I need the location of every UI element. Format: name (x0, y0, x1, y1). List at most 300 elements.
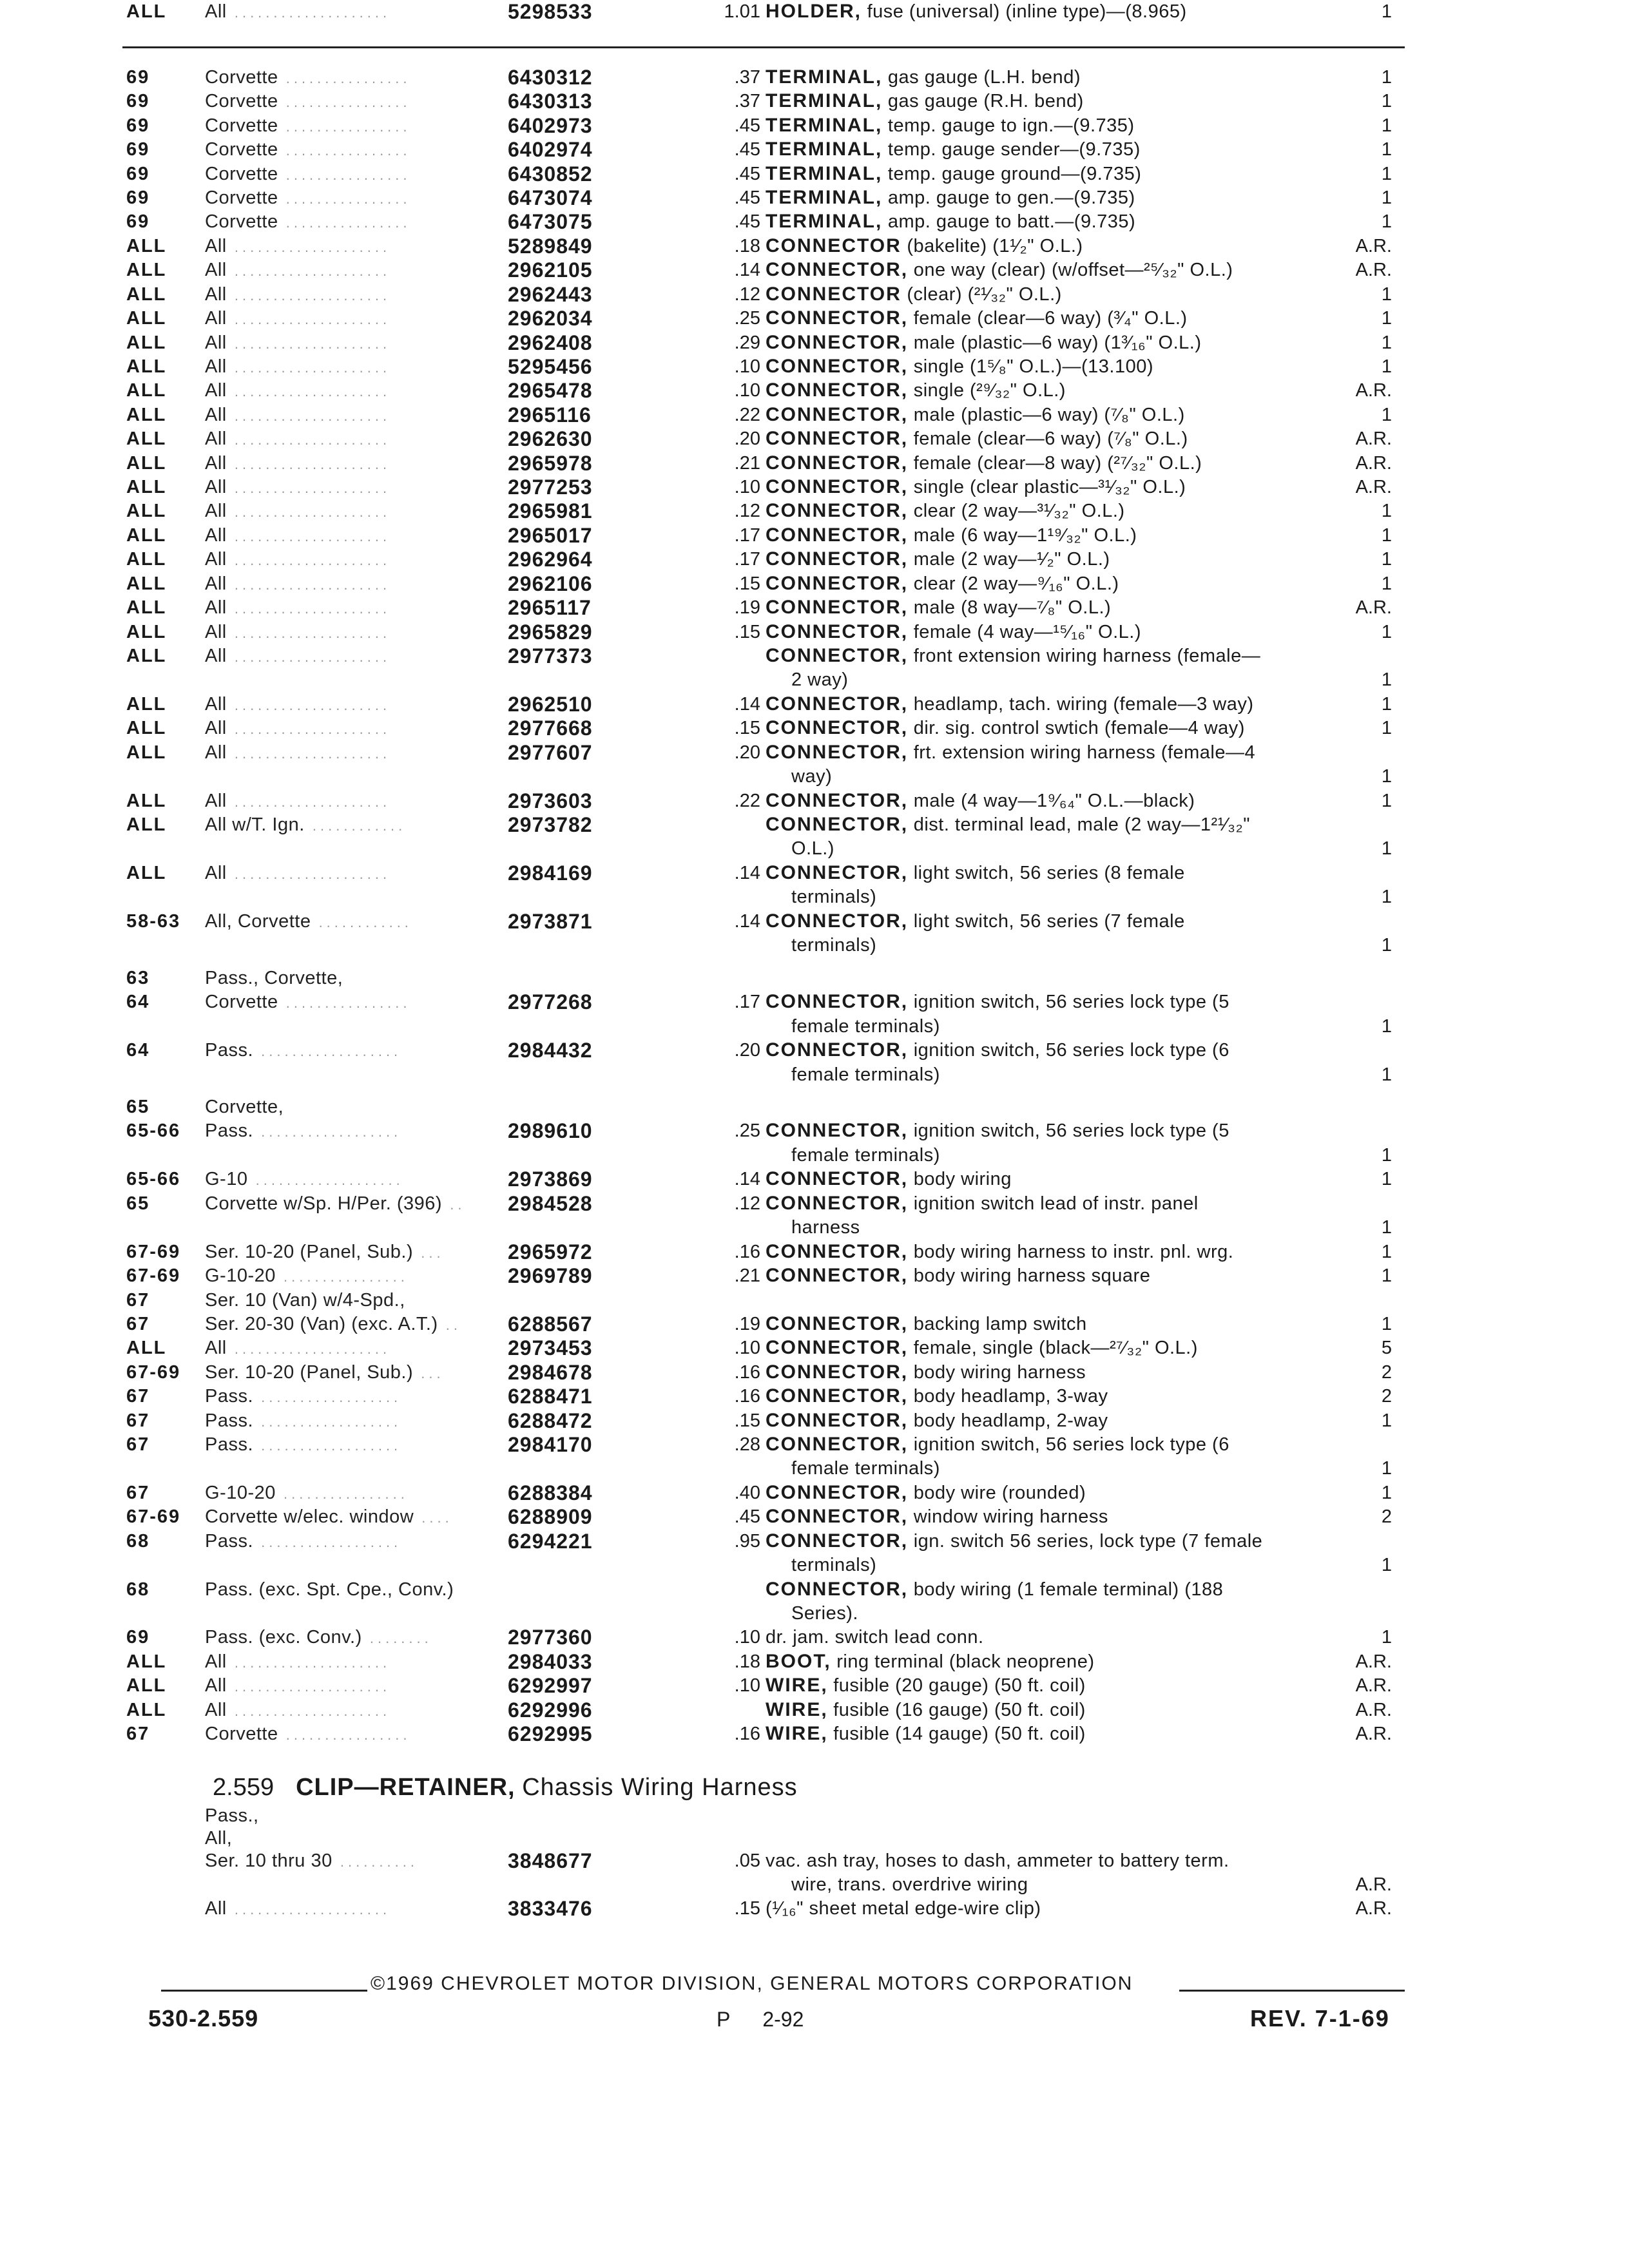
year: ALL (126, 453, 167, 474)
price: .25 (734, 1120, 760, 1141)
part-name: CONNECTOR, (766, 790, 909, 811)
description-text: ignition switch, 56 series lock type (5 (913, 992, 1229, 1012)
footer-letter: P (717, 2008, 731, 2031)
year: 68 (126, 1531, 150, 1552)
model: All, (205, 1828, 233, 1849)
description-text: ignition switch lead of instr. panel (913, 1193, 1199, 1214)
year: ALL (126, 356, 167, 377)
table-row (0, 1530, 1629, 1553)
model-cell (205, 0, 390, 24)
description-continuation (0, 1457, 1629, 1480)
year: 65 (126, 1193, 150, 1214)
model: All (205, 380, 227, 401)
model-cell (205, 1505, 453, 1530)
part-number: 6292997 (508, 1674, 593, 1697)
part-number: 6473075 (508, 210, 593, 233)
section-title: CLIP—RETAINER, (296, 1774, 516, 1801)
part-number: 6288909 (508, 1505, 593, 1528)
year: 69 (126, 139, 150, 160)
part-number: 6430312 (508, 66, 593, 89)
model: Pass. (205, 1120, 254, 1141)
quantity: 1 (1381, 1217, 1392, 1238)
leader-dots: .................... (226, 383, 391, 399)
leader-dots: ................ (278, 215, 411, 231)
model-cell (205, 258, 390, 283)
quantity: A.R. (1355, 1874, 1392, 1895)
part-name: TERMINAL, (766, 163, 883, 184)
part-name: CONNECTOR, (766, 1410, 909, 1431)
part-number: 6292996 (508, 1698, 593, 1722)
table-row (0, 1312, 1629, 1336)
leader-dots: .................... (226, 1901, 391, 1917)
model-cell (205, 403, 390, 428)
model: Corvette (205, 1724, 278, 1744)
part-name: CONNECTOR, (766, 1482, 909, 1503)
part-name: HOLDER, (766, 1, 862, 22)
table-row (0, 66, 1629, 89)
part-name: CONNECTOR, (766, 500, 909, 521)
description-text: female (clear—6 way) (⁷⁄₈" O.L.) (913, 428, 1188, 449)
price: .20 (734, 428, 760, 449)
model-cell (205, 1530, 401, 1554)
quantity: A.R. (1355, 1675, 1392, 1696)
model: All (205, 1700, 227, 1720)
model: Pass. (exc. Spt. Cpe., Conv.) (205, 1579, 454, 1600)
description (766, 403, 1185, 427)
description (766, 1481, 1086, 1504)
quantity: 1 (1381, 115, 1392, 136)
price: .37 (734, 91, 760, 111)
model: G-10-20 (205, 1483, 276, 1503)
description (766, 66, 1081, 89)
description-text: female terminals) (791, 1064, 940, 1085)
description (766, 1240, 1233, 1264)
table-row (0, 741, 1629, 764)
model-cell (205, 910, 412, 934)
quantity: 1 (1381, 838, 1392, 859)
description-text: ign. switch 56 series, lock type (7 female (913, 1531, 1263, 1552)
footer-rule-right (1179, 1990, 1405, 1992)
model: All (205, 646, 227, 666)
part-name: CONNECTOR, (766, 404, 909, 425)
price: .16 (734, 1386, 760, 1407)
leader-dots: ................... (247, 1172, 404, 1188)
price: .14 (734, 863, 760, 883)
table-row (0, 1240, 1629, 1264)
price: .16 (734, 1242, 760, 1262)
year: ALL (126, 791, 167, 811)
leader-dots: .... (414, 1510, 453, 1526)
model: Corvette (205, 115, 278, 136)
year: ALL (126, 260, 167, 280)
part-number: 2962034 (508, 307, 593, 330)
table-row (0, 1095, 1629, 1119)
quantity: 1 (1381, 405, 1392, 425)
quantity: 1 (1381, 1064, 1392, 1085)
part-name: CONNECTOR, (766, 645, 909, 666)
model-cell (205, 499, 390, 524)
description (766, 1264, 1150, 1287)
table-row (0, 403, 1629, 427)
model-cell (205, 210, 411, 235)
description (766, 162, 1141, 186)
description-text: 2 way) (791, 669, 849, 690)
price: 1.01 (724, 1, 760, 22)
model-cell (205, 379, 390, 403)
part-number: 2962105 (508, 258, 593, 282)
price: .10 (734, 1675, 760, 1696)
description (766, 990, 1229, 1014)
part-name: CONNECTOR, (766, 621, 909, 642)
table-row (0, 990, 1629, 1014)
description-text: headlamp, tach. wiring (female—3 way) (913, 694, 1254, 715)
table-row (0, 1289, 1629, 1312)
model-cell (205, 1361, 445, 1385)
quantity: A.R. (1355, 260, 1392, 280)
description-text: Series). (791, 1603, 858, 1624)
model-cell (205, 548, 390, 572)
quantity: 1 (1381, 91, 1392, 111)
table-row (0, 1674, 1629, 1697)
model: All (205, 597, 227, 618)
year: 64 (126, 1040, 150, 1061)
leader-dots: .................... (226, 432, 391, 448)
part-name: CONNECTOR, (766, 1241, 909, 1262)
part-name: CONNECTOR, (766, 1506, 909, 1527)
description-text: terminals) (791, 887, 877, 907)
leader-dots: ................ (275, 1486, 409, 1502)
table-row (0, 331, 1629, 354)
leader-dots: .................... (226, 311, 391, 327)
part-number: 2965972 (508, 1240, 593, 1264)
year: 67 (126, 1724, 150, 1744)
quantity: 1 (1381, 139, 1392, 160)
quantity: 1 (1381, 766, 1392, 787)
description-text: fusible (20 gauge) (50 ft. coil) (833, 1675, 1086, 1696)
price: .45 (734, 139, 760, 160)
year: 68 (126, 1579, 150, 1600)
description-continuation (0, 885, 1629, 908)
table-row (0, 90, 1629, 113)
model-cell (205, 1385, 401, 1409)
price: .45 (734, 1506, 760, 1527)
leader-dots: .................. (253, 1043, 402, 1059)
part-number: 2962443 (508, 283, 593, 306)
leader-dots: .................... (226, 794, 391, 810)
part-name: TERMINAL, (766, 187, 883, 208)
leader-dots: .......... (332, 1854, 418, 1870)
quantity: 1 (1381, 67, 1392, 88)
year: 69 (126, 164, 150, 184)
description (766, 1385, 1108, 1408)
quantity: 1 (1381, 694, 1392, 715)
description-text: temp. gauge to ign.—(9.735) (887, 115, 1135, 136)
leader-dots: .................. (253, 1389, 402, 1405)
part-name: CONNECTOR, (766, 356, 909, 377)
part-number: 2984678 (508, 1361, 593, 1384)
quantity: 1 (1381, 1410, 1392, 1431)
table-row (0, 1827, 1629, 1850)
table-row (0, 1481, 1629, 1504)
model-cell (205, 235, 390, 259)
price: .15 (734, 1898, 760, 1919)
model: Corvette (205, 67, 278, 88)
leader-dots: .................... (226, 5, 391, 21)
price: .10 (734, 380, 760, 401)
part-number: 2962630 (508, 427, 593, 450)
quantity: 2 (1381, 1506, 1392, 1527)
description-text: female (4 way—¹⁵⁄₁₆" O.L.) (913, 622, 1142, 642)
price: .14 (734, 694, 760, 715)
quantity: A.R. (1355, 477, 1392, 497)
year: 67-69 (126, 1362, 181, 1383)
price: .45 (734, 211, 760, 232)
quantity: 1 (1381, 1, 1392, 22)
description-text: male (6 way—1¹⁹⁄₃₂" O.L.) (913, 525, 1137, 546)
table-row (0, 186, 1629, 209)
price: .12 (734, 284, 760, 305)
year: ALL (126, 405, 167, 425)
model-cell (205, 114, 411, 139)
section-subtitle: Chassis Wiring Harness (522, 1774, 798, 1801)
table-row (0, 1698, 1629, 1722)
description-continuation (0, 1063, 1629, 1086)
part-number: 2973782 (508, 813, 593, 836)
description (766, 1039, 1229, 1062)
quantity: 1 (1381, 187, 1392, 208)
year: 69 (126, 115, 150, 136)
part-number: 2962408 (508, 331, 593, 354)
description-text: terminals) (791, 935, 877, 956)
price: .95 (734, 1531, 760, 1552)
description (766, 644, 1260, 668)
year: ALL (126, 573, 167, 594)
description-text: male (2 way—¹⁄₂" O.L.) (913, 549, 1110, 570)
model: All (205, 260, 227, 280)
table-row (0, 1505, 1629, 1528)
description-continuation (0, 1602, 1629, 1625)
quantity: A.R. (1355, 1898, 1392, 1919)
description (766, 789, 1195, 812)
leader-dots: ............ (311, 914, 412, 930)
year: 67 (126, 1410, 150, 1431)
leader-dots: .. (442, 1196, 466, 1213)
leader-dots: ................ (278, 191, 411, 207)
price: .17 (734, 992, 760, 1012)
model: Corvette (205, 91, 278, 111)
price: .40 (734, 1483, 760, 1503)
footer-page: 2-92 (762, 2008, 804, 2031)
description (766, 499, 1125, 523)
description (766, 1650, 1094, 1673)
model: Ser. 10-20 (Panel, Sub.) (205, 1362, 414, 1383)
quantity: A.R. (1355, 380, 1392, 401)
part-name: CONNECTOR, (766, 1434, 909, 1455)
part-number: 3833476 (508, 1897, 593, 1920)
leader-dots: ................ (278, 1727, 411, 1743)
part-name: WIRE, (766, 1699, 828, 1720)
part-name: CONNECTOR, (766, 1039, 909, 1061)
part-number: 6402974 (508, 138, 593, 161)
table-row (0, 1849, 1629, 1872)
model-cell (205, 596, 390, 620)
price: .18 (734, 1651, 760, 1672)
description (766, 1192, 1199, 1215)
description (766, 307, 1188, 330)
quantity: 1 (1381, 549, 1392, 570)
quantity: 1 (1381, 1458, 1392, 1479)
model: All (205, 573, 227, 594)
part-name: CONNECTOR, (766, 332, 909, 353)
price: .14 (734, 260, 760, 280)
model: All (205, 742, 227, 763)
description-text: dir. sig. control swtich (female—4 way) (913, 718, 1245, 738)
description (766, 1674, 1086, 1697)
model: Pass. (205, 1531, 254, 1552)
description (766, 1626, 984, 1649)
table-row (0, 1119, 1629, 1142)
leader-dots: .................... (226, 577, 391, 593)
footer-page-number (717, 2008, 804, 2032)
part-number: 2965478 (508, 379, 593, 402)
part-number: 3848677 (508, 1849, 593, 1872)
price: .15 (734, 1410, 760, 1431)
model: G-10-20 (205, 1265, 276, 1286)
table-row (0, 138, 1629, 161)
description (766, 1897, 1041, 1920)
part-number: 2984033 (508, 1650, 593, 1673)
part-name: CONNECTOR, (766, 1337, 909, 1358)
description-text: light switch, 56 series (7 female (913, 911, 1185, 932)
part-number: 6288384 (508, 1481, 593, 1504)
table-row (0, 452, 1629, 475)
table-row (0, 548, 1629, 571)
model: All (205, 718, 227, 738)
price: .45 (734, 115, 760, 136)
year: ALL (126, 428, 167, 449)
description-text: female, single (black—²⁷⁄₃₂" O.L.) (913, 1338, 1198, 1358)
model: All (205, 622, 227, 642)
table-row (0, 1722, 1629, 1745)
part-name: CONNECTOR, (766, 1361, 909, 1383)
price: .19 (734, 597, 760, 618)
part-number: 6288567 (508, 1312, 593, 1336)
description-text: harness (791, 1217, 860, 1238)
description (766, 596, 1111, 619)
model: Pass., (205, 1805, 259, 1826)
model: Corvette w/Sp. H/Per. (396) (205, 1193, 443, 1214)
year: ALL (126, 718, 167, 738)
part-name: CONNECTOR, (766, 548, 909, 570)
table-row (0, 235, 1629, 258)
year: ALL (126, 380, 167, 401)
leader-dots: .................... (226, 745, 391, 762)
model: All (205, 428, 227, 449)
description (766, 427, 1188, 450)
part-name: CONNECTOR, (766, 1579, 909, 1600)
part-name: CONNECTOR (766, 235, 901, 256)
description (766, 620, 1141, 644)
part-name: CONNECTOR, (766, 1313, 909, 1334)
model-cell (205, 861, 390, 886)
leader-dots: .................... (226, 336, 391, 352)
table-row (0, 716, 1629, 740)
part-name: CONNECTOR, (766, 573, 909, 594)
price: .45 (734, 187, 760, 208)
model: All w/T. Ign. (205, 814, 305, 835)
table-row (0, 476, 1629, 499)
price: .19 (734, 1314, 760, 1334)
part-name: TERMINAL, (766, 115, 883, 136)
description (766, 90, 1084, 113)
leader-dots: ... (413, 1245, 445, 1261)
model: Corvette (205, 139, 278, 160)
description-text: single (²⁹⁄₃₂" O.L.) (913, 380, 1066, 401)
table-row (0, 355, 1629, 378)
model: All (205, 284, 227, 305)
year: 67-69 (126, 1506, 181, 1527)
model: All (205, 863, 227, 883)
table-row (0, 1361, 1629, 1384)
model-cell (205, 1312, 461, 1337)
model-cell (205, 283, 390, 307)
price: .10 (734, 1338, 760, 1358)
part-name: TERMINAL, (766, 211, 883, 232)
model: All (205, 477, 227, 497)
part-name: TERMINAL, (766, 139, 883, 160)
part-number: 5298533 (508, 0, 593, 23)
model-cell (205, 741, 390, 765)
model-cell (205, 1192, 465, 1216)
description-continuation (0, 1553, 1629, 1577)
description-continuation (0, 1873, 1629, 1896)
model: All (205, 1675, 227, 1696)
year: 69 (126, 211, 150, 232)
year: 67 (126, 1386, 150, 1407)
quantity: 1 (1381, 718, 1392, 738)
table-row (0, 596, 1629, 619)
description (766, 1698, 1086, 1722)
description-text: clear (2 way—⁹⁄₁₆" O.L.) (913, 573, 1119, 594)
price: .22 (734, 405, 760, 425)
table-row (0, 1804, 1629, 1827)
price: .12 (734, 1193, 760, 1214)
part-name: CONNECTOR, (766, 524, 909, 546)
description-text: wire, trans. overdrive wiring (791, 1874, 1028, 1895)
description-text: ignition switch, 56 series lock type (6 (913, 1434, 1229, 1455)
model-cell (205, 138, 411, 162)
table-row (0, 162, 1629, 186)
model-cell (205, 1039, 401, 1063)
model: All (205, 694, 227, 715)
part-number: 2973871 (508, 910, 593, 933)
part-number: 2977268 (508, 990, 593, 1014)
model: Pass. (205, 1410, 254, 1431)
quantity: A.R. (1355, 1651, 1392, 1672)
year: 65 (126, 1097, 150, 1117)
leader-dots: .................... (226, 287, 391, 303)
year: 69 (126, 67, 150, 88)
quantity: 1 (1381, 1555, 1392, 1575)
model: All (205, 453, 227, 474)
part-number: 6288471 (508, 1385, 593, 1408)
description-text: amp. gauge to batt.—(9.735) (887, 211, 1136, 232)
price: .12 (734, 501, 760, 521)
description-text: body headlamp, 2-way (913, 1410, 1108, 1431)
year: 67 (126, 1483, 150, 1503)
part-number: 2977360 (508, 1626, 593, 1649)
model: All (205, 1651, 227, 1672)
